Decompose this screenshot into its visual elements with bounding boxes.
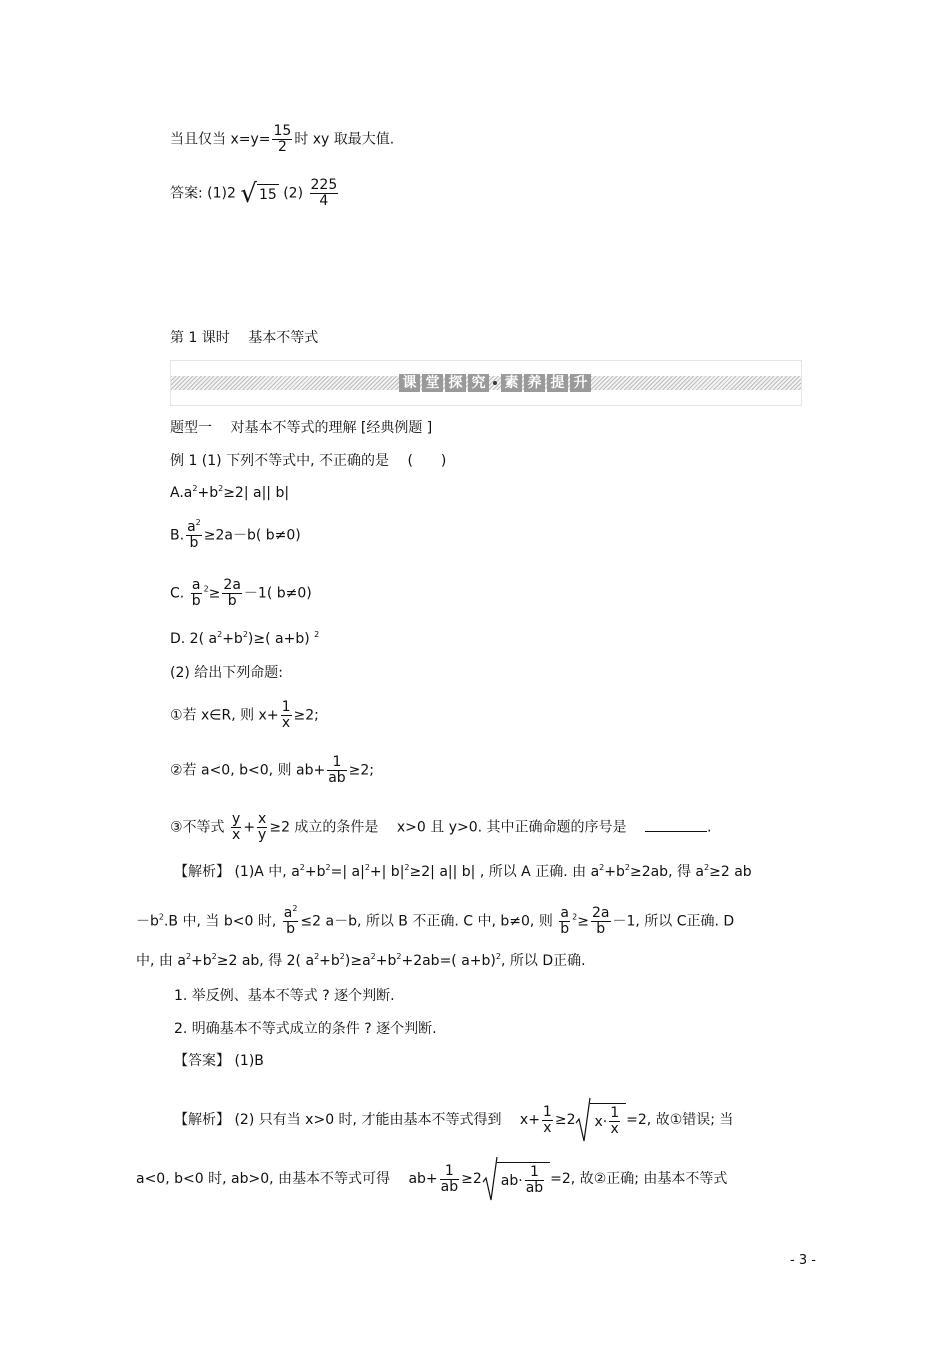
text: =2, 故②正确; 由基本不等式: [550, 1171, 728, 1187]
text: )≥( a+b): [247, 631, 315, 647]
text: 【解析】 (2) 只有当 x>0 时, 才能由基本不等式得到 x+: [174, 1112, 540, 1128]
sqrt: √ 15: [240, 178, 277, 209]
proposition-2: [170, 755, 374, 786]
lesson-title: 第 1 课时 基本不等式: [170, 330, 319, 346]
banner-char: 素: [501, 374, 522, 392]
fraction: [559, 906, 570, 937]
banner-char: 养: [524, 374, 545, 392]
banner-char: 堂: [422, 374, 443, 392]
numerator: 225: [310, 177, 338, 193]
text: 【解析】 (1)A 中, a: [174, 864, 300, 880]
fraction: [272, 124, 292, 155]
denominator: b: [286, 921, 295, 937]
text: ≥2;: [348, 762, 375, 779]
numerator: x: [258, 811, 267, 827]
text: ≤2 a－b, 所以 B 不正确. C 中, b≠0, 则: [300, 913, 558, 930]
text: +b: [319, 953, 340, 969]
denominator: 2: [277, 139, 287, 155]
analysis-1-line-3: [136, 952, 586, 970]
analysis-1-line-2: [136, 906, 734, 937]
text: 当且仅当 x=y=: [170, 131, 271, 148]
proposition-1: [170, 700, 319, 731]
text: ≥2| a|| b|: [223, 485, 290, 501]
text: ≥2a－b( b≠0): [203, 527, 301, 544]
superscript: 2: [218, 484, 224, 493]
text: a: [283, 905, 293, 921]
section-banner: [170, 360, 802, 406]
fraction: [440, 1164, 459, 1195]
fraction: [222, 578, 242, 609]
numerator: [186, 520, 202, 536]
superscript: 2: [158, 912, 164, 922]
numerator: 1: [525, 1165, 544, 1181]
numerator: 1: [610, 1105, 620, 1121]
superscript: 2: [325, 863, 331, 872]
radical-sign: [575, 1097, 591, 1143]
fraction: [591, 906, 611, 937]
superscript: 2: [217, 630, 223, 639]
text: ≥: [577, 913, 589, 930]
max-value-line: [170, 124, 394, 155]
text: ≥2 成立的条件是 x>0 且 y>0. 其中正确命题的序号是: [269, 819, 645, 836]
text: +2ab=( a+b): [401, 953, 496, 969]
text: +b: [304, 864, 326, 880]
text: ①若 x∈R, 则 x+: [170, 707, 279, 724]
superscript: 2: [203, 584, 209, 594]
proposition-3: [170, 812, 711, 843]
fraction: [281, 700, 292, 731]
answer-1: 【答案】 (1)B: [174, 1053, 264, 1069]
numerator: y: [232, 811, 241, 827]
superscript: 2: [211, 952, 217, 961]
text: －1( b≠0): [243, 585, 312, 602]
fraction: [231, 812, 241, 843]
page-number: - 3 -: [790, 1253, 816, 1268]
denominator: b: [191, 593, 201, 609]
fraction: [257, 812, 267, 843]
text: B.: [170, 527, 185, 544]
superscript: 2: [314, 630, 320, 639]
text: C.: [170, 585, 189, 602]
numerator: 1: [281, 699, 291, 715]
text: (2): [278, 185, 308, 202]
analysis-2-line-1: [174, 1097, 733, 1143]
fraction: [327, 755, 346, 786]
banner-char: 课: [399, 374, 420, 392]
answer-blank: [645, 819, 707, 832]
fraction: [191, 578, 202, 609]
text: , 所以 D正确.: [500, 953, 586, 969]
superscript: 2: [185, 952, 192, 961]
numerator: a: [191, 577, 201, 593]
superscript: 2: [404, 863, 410, 872]
numerator: 2a: [592, 905, 610, 921]
text: .B 中, 当 b<0 时,: [163, 913, 281, 930]
text: ≥2 ab, 得 2( a: [216, 953, 315, 969]
superscript: 2: [364, 863, 370, 872]
denominator: x: [543, 1119, 552, 1136]
superscript: 2: [292, 904, 298, 913]
numerator: 1: [327, 755, 346, 771]
radicand: [590, 1103, 626, 1137]
superscript: 2: [195, 518, 201, 527]
numerator: 1: [440, 1164, 459, 1180]
denominator: b: [560, 921, 570, 937]
text: +b: [222, 631, 243, 647]
numerator: a: [560, 905, 570, 921]
text: +| b|: [369, 864, 405, 880]
superscript: 2: [599, 863, 605, 872]
text: ②若 a<0, b<0, 则 ab+: [170, 762, 326, 779]
numerator: [283, 906, 299, 922]
hint-1: 1. 举反例、基本不等式 ? 逐个判断.: [174, 988, 395, 1004]
text: 时 xy 取最大值.: [294, 131, 395, 148]
type-heading: 题型一 对基本不等式的理解 [经典例题 ]: [170, 420, 433, 436]
text: )≥a: [344, 953, 371, 969]
radicand: [497, 1162, 550, 1196]
denominator: ab: [440, 1178, 459, 1195]
denominator: x: [232, 827, 241, 843]
numerator: 15: [273, 123, 292, 139]
superscript: 2: [314, 952, 320, 961]
text: ≥2: [554, 1112, 576, 1128]
superscript: 2: [242, 630, 248, 639]
superscript: 2: [396, 952, 402, 961]
text: .: [706, 819, 712, 836]
hint-2: 2. 明确基本不等式成立的条件 ? 逐个判断.: [174, 1021, 437, 1037]
text: ③不等式: [170, 819, 230, 836]
text: －1, 所以 C正确. D: [612, 913, 735, 930]
option-a: [170, 484, 289, 502]
fraction: [186, 520, 202, 551]
text: +b: [604, 864, 625, 880]
superscript: 2: [299, 863, 305, 872]
text: 答案: (1)2: [170, 185, 241, 202]
option-b: [170, 520, 301, 551]
text: x·: [594, 1113, 608, 1130]
fraction: [525, 1165, 544, 1196]
denominator: x: [281, 715, 291, 731]
fraction: [542, 1105, 553, 1136]
banner-char: 究: [468, 374, 489, 392]
banner-char: 提: [547, 374, 568, 392]
text: ab·: [500, 1172, 523, 1189]
part-2: (2) 给出下列命题:: [170, 665, 283, 681]
denominator: y: [258, 827, 267, 843]
superscript: 2: [572, 912, 578, 922]
superscript: 2: [495, 952, 501, 961]
option-d: [170, 630, 319, 648]
text: ≥2 ab: [709, 864, 752, 880]
text: =| a|: [330, 864, 365, 880]
denominator: b: [596, 921, 606, 937]
text: ≥2ab, 得 a: [629, 864, 705, 880]
text: －b: [136, 913, 159, 930]
superscript: 2: [339, 952, 345, 961]
text: ≥: [208, 585, 221, 602]
sqrt: [575, 1097, 626, 1143]
text: a: [187, 519, 196, 535]
option-c: [170, 578, 312, 609]
text: +b: [375, 953, 397, 969]
text: 中, 由 a: [136, 953, 186, 969]
sqrt: [482, 1156, 550, 1202]
denominator: b: [189, 535, 199, 551]
example-1: 例 1 (1) 下列不等式中, 不正确的是 ( ): [170, 453, 447, 469]
superscript: 2: [624, 863, 630, 872]
text: ≥2: [461, 1171, 482, 1187]
denominator: ab: [525, 1180, 544, 1196]
answer-line-top: [170, 178, 340, 209]
fraction: [283, 906, 299, 937]
banner-dot: [493, 381, 497, 385]
superscript: 2: [192, 484, 198, 493]
text: A.a: [170, 485, 193, 501]
denominator: x: [610, 1121, 619, 1137]
text: a<0, b<0 时, ab>0, 由基本不等式可得 ab+: [136, 1171, 438, 1187]
radicand: 15: [257, 184, 279, 204]
text: +b: [197, 485, 219, 501]
text: ≥2;: [293, 707, 319, 724]
analysis-2-line-2: [136, 1156, 727, 1202]
text: ≥2| a|| b| , 所以 A 正确. 由 a: [409, 864, 600, 880]
radical-sign: [482, 1156, 498, 1202]
banner-char: 升: [570, 374, 591, 392]
fraction: [609, 1106, 620, 1137]
numerator: 2a: [223, 577, 241, 593]
denominator: 4: [319, 193, 329, 209]
superscript: 2: [370, 952, 376, 961]
analysis-1-line-1: [174, 863, 752, 881]
fraction: [310, 178, 339, 209]
banner-char: 探: [445, 374, 466, 392]
text: +: [243, 819, 256, 836]
numerator: 1: [542, 1103, 552, 1120]
text: =2, 故①错误; 当: [626, 1112, 734, 1128]
superscript: 2: [704, 863, 710, 872]
text: D. 2( a: [170, 631, 218, 647]
denominator: ab: [328, 770, 346, 786]
denominator: b: [227, 593, 237, 609]
text: +b: [191, 953, 212, 969]
